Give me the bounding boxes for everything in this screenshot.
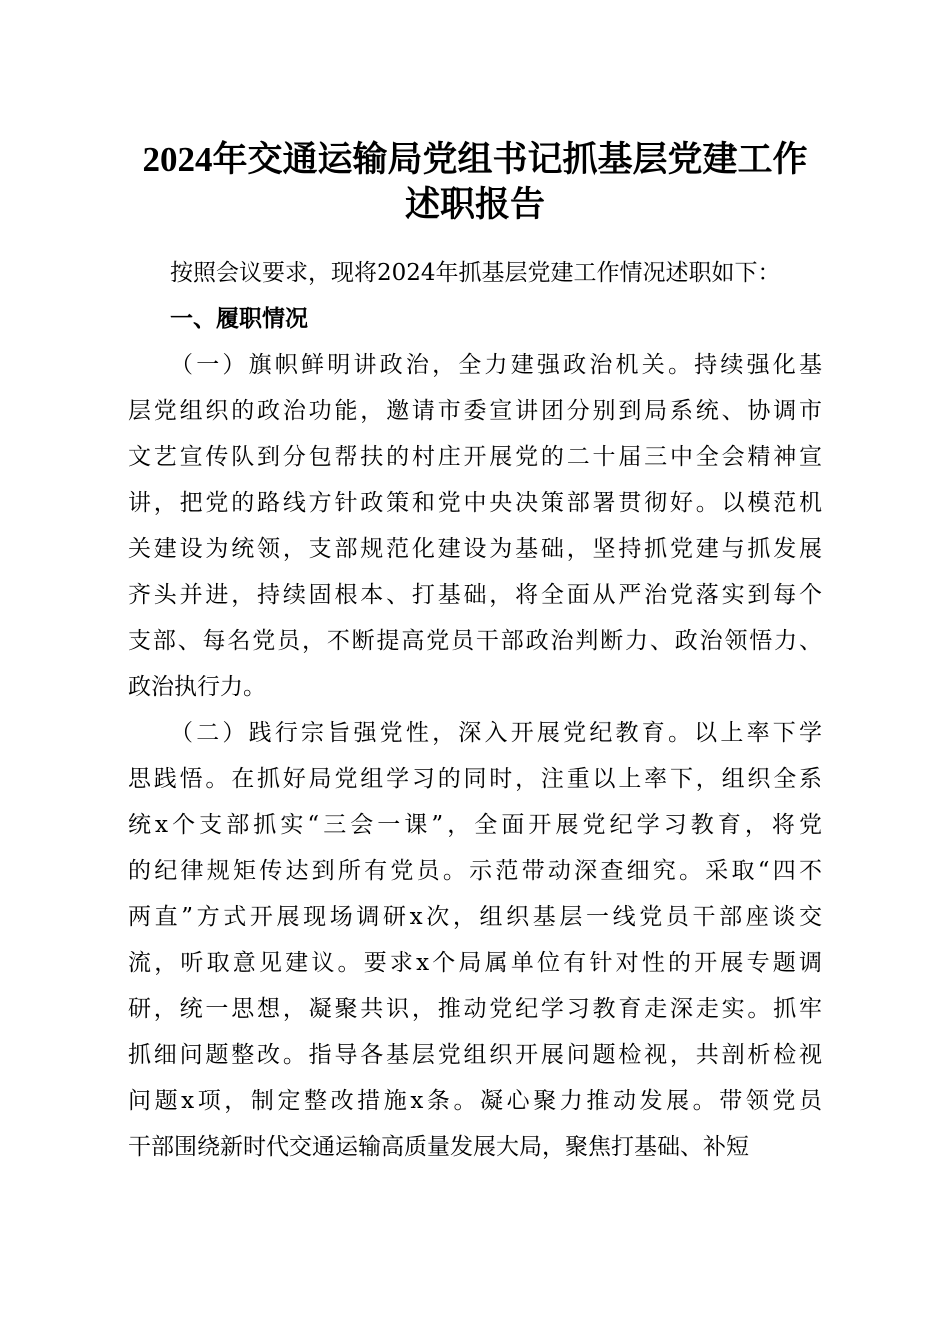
paragraph-2 (128, 710, 822, 1170)
text-line: 干部围绕新时代交通运输高质量发展大局，聚焦打基础、补短 (128, 1134, 749, 1160)
text-line: 的纪律规矩传达到所有党员。示范带动深查细究。采取“四不 (128, 858, 822, 884)
title-line-1: 2024年交通运输局党组书记抓基层党建工作 (142, 140, 808, 179)
text-line: 层党组织的政治功能，邀请市委宣讲团分别到局系统、协调市 (128, 398, 822, 424)
text-line: 文艺宣传队到分包帮扶的村庄开展党的二十届三中全会精神宣 (128, 444, 822, 470)
intro-paragraph: 按照会议要求，现将2024年抓基层党建工作情况述职如下： (170, 260, 781, 286)
text-line: 支部、每名党员，不断提高党员干部政治判断力、政治领悟力、 (128, 628, 822, 654)
text-line: 研，统一思想，凝聚共识，推动党纪学习教育走深走实。抓牢 (128, 996, 822, 1022)
text-line: （一）旗帜鲜明讲政治，全力建强政治机关。持续强化基 (170, 352, 822, 378)
text-line: 流，听取意见建议。要求x个局属单位有针对性的开展专题调 (128, 950, 822, 976)
text-line: 政治执行力。 (128, 674, 266, 700)
text-line: 讲，把党的路线方针政策和党中央决策部署贯彻好。以模范机 (128, 490, 822, 516)
text-line: 问题x项，制定整改措施x条。凝心聚力推动发展。带领党员 (128, 1088, 822, 1114)
document-title (0, 137, 950, 227)
text-line: 关建设为统领，支部规范化建设为基础，坚持抓党建与抓发展 (128, 536, 822, 562)
text-line: 统x个支部抓实“三会一课”，全面开展党纪学习教育，将党 (128, 812, 822, 838)
section-heading: 一、履职情况 (170, 305, 308, 332)
paragraph-1 (128, 342, 822, 710)
text-line: （二）践行宗旨强党性，深入开展党纪教育。以上率下学 (170, 720, 822, 746)
title-line-2: 述职报告 (404, 185, 545, 224)
text-line: 思践悟。在抓好局党组学习的同时，注重以上率下，组织全系 (128, 766, 822, 792)
text-line: 抓细问题整改。指导各基层党组织开展问题检视，共剖析检视 (128, 1042, 822, 1068)
text-line: 齐头并进，持续固根本、打基础，将全面从严治党落实到每个 (128, 582, 822, 608)
text-line: 两直”方式开展现场调研x次，组织基层一线党员干部座谈交 (128, 904, 822, 930)
document-body (128, 250, 822, 1170)
